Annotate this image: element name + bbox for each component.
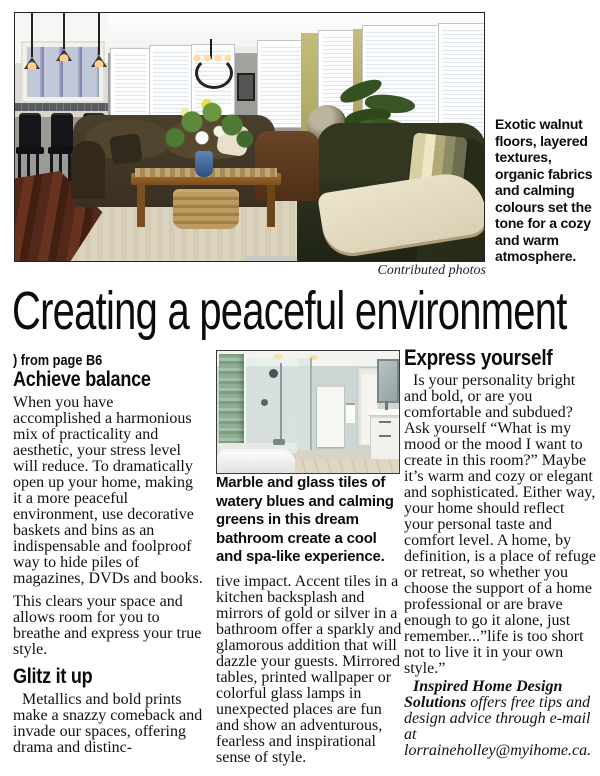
flower-bouquet	[157, 93, 257, 157]
signoff-paragraph	[404, 679, 596, 759]
bar-stool	[19, 113, 41, 147]
green-tile-wall	[219, 354, 244, 448]
vanity-handle	[379, 435, 391, 437]
woven-basket	[173, 189, 239, 229]
bathtub	[217, 449, 295, 474]
body-paragraph: Is your personality bright and bold, or are you comfortable and subdued? Ask yourself “What is my mood or the mood I want to create in this room?” Maybe it’s warm and cozy or elegant and sophisticated. Either way, your home should reflect your personal taste and comfort level. A home, by definition, is a place of refuge or retreat, so whether you choose the support of a home professional or are brave enough to go it alone, just remember...”life is too short not to live it in your own style.”	[404, 372, 596, 677]
shower-pole	[280, 363, 282, 443]
sofa-pillow-dark	[109, 133, 143, 165]
vanity-handle	[379, 421, 391, 423]
shower-glass	[244, 358, 312, 450]
coffee-table-leg	[267, 185, 275, 227]
coffee-table-leg	[137, 185, 145, 227]
hero-photo-living-room	[14, 12, 485, 262]
bathroom-photo	[216, 350, 400, 474]
body-paragraph: Metallics and bold prints make a snazzy comeback and invade our spaces, offering drama and distinc-	[13, 691, 203, 756]
section-heading-express-yourself: Express yourself	[404, 345, 553, 370]
body-paragraph: tive impact. Accent tiles in a kitchen backsplash and mirrors of gold or silver in a bathroom offer a sparkly and glamorous addition that will dazzle your guests. Mirrored tables, printed wallpaper or colorful glass lamps in unexpected places are fun and show an adventurous, fearless and inspirational sense of style.	[216, 572, 402, 766]
tub-faucet	[273, 439, 285, 445]
article-column-2	[216, 350, 402, 773]
photo-credit: Contributed photos	[377, 263, 486, 278]
pendant-light-cord	[98, 13, 100, 55]
pendant-light-cord	[31, 13, 33, 57]
bar-stool	[51, 113, 73, 147]
signoff-company: Inspired Home Design Solutions	[404, 678, 563, 711]
article-column-3	[404, 347, 596, 766]
tile-floor	[295, 459, 400, 474]
jump-marker: )	[13, 352, 18, 369]
pendant-light-cord	[63, 13, 65, 49]
signoff-text: offers free tips and design advice through e-mail at lorraineholley@myihome.ca.	[404, 694, 592, 759]
body-paragraph: This clears your space and allows room for you to breathe and express your true style.	[13, 593, 202, 658]
window	[111, 49, 149, 121]
vanity-mirror	[377, 359, 399, 403]
sofa-arm	[71, 141, 105, 199]
body-paragraph: When you have accomplished a harmonious mix of practicality and aesthetic, your stress level will reduce. To dramatically open up your home, making it a more peaceful environment, use decorative baskets and bins as an indispensable and foolproof way to hide piles of magazines, DVDs and books.	[13, 394, 203, 587]
shower-head	[269, 369, 278, 378]
window	[258, 41, 304, 127]
sink-faucet	[385, 401, 388, 410]
continuation-kicker	[13, 352, 203, 369]
page-title: Creating a peaceful environment	[12, 281, 567, 341]
bathroom-photo-caption: Marble and glass tiles of watery blues and calming greens in this dream bathroom create a cool and spa-like experience.	[216, 474, 394, 565]
shelf-unit	[317, 385, 344, 447]
kicker-label: from page B6	[20, 352, 103, 369]
shower-valve	[261, 399, 268, 406]
hero-photo-caption: Exotic walnut floors, layered textures, organic fabrics and calming colours set the tone for a cozy and warm atmosphere.	[495, 116, 593, 264]
brown-armchair	[255, 131, 319, 201]
article-column-1	[13, 352, 203, 763]
bar-stool-seat	[16, 147, 44, 154]
chandelier-lights	[193, 53, 231, 63]
section-heading-achieve-balance: Achieve balance	[13, 368, 151, 391]
towel-rack-towel	[346, 405, 355, 423]
section-heading-glitz-it-up: Glitz it up	[13, 665, 93, 688]
